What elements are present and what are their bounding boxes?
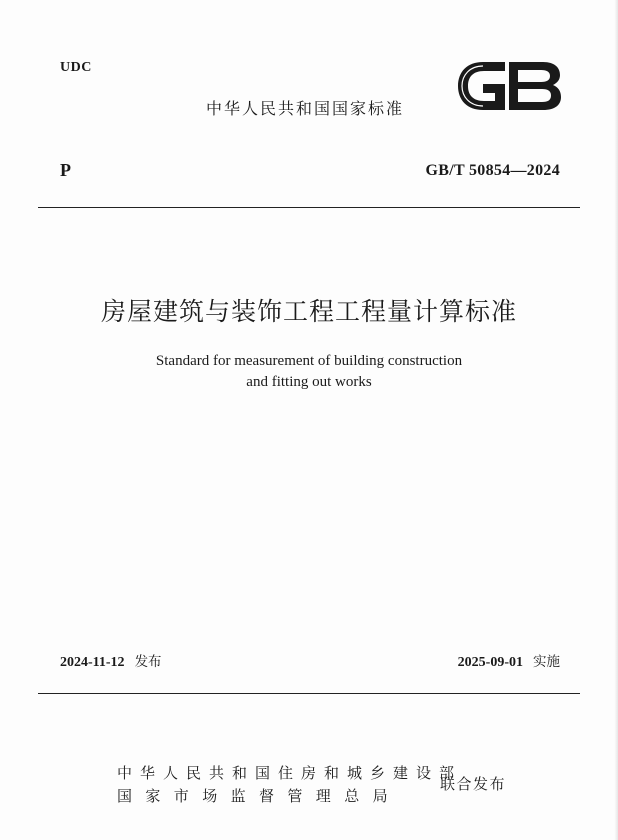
gb-logo-g	[458, 62, 505, 110]
issue-date: 2024-11-12	[60, 655, 125, 670]
issue-date-block	[60, 650, 162, 671]
title-english-line1: Standard for measurement of building construction	[155, 353, 463, 369]
issue-label: 发布	[134, 654, 162, 670]
gb-logo-b	[509, 62, 561, 110]
implement-label: 实施	[533, 654, 560, 670]
implement-date: 2025-09-01	[457, 655, 523, 670]
publisher-administration: 国家市场监督管理总局	[117, 787, 402, 805]
udc-label: UDC	[60, 60, 92, 75]
title-chinese: 房屋建筑与装饰工程工程量计算标准	[100, 297, 517, 326]
page-edge	[614, 0, 618, 840]
classification-code: P	[60, 160, 71, 180]
bottom-divider	[38, 693, 580, 694]
publisher-ministry: 中华人民共和国住房和城乡建设部	[117, 764, 463, 782]
national-standard-title: 中华人民共和国国家标准	[206, 99, 405, 118]
gb-logo	[455, 58, 563, 114]
title-english-line2: and fitting out works	[246, 374, 372, 390]
standard-number: GB/T 50854—2024	[425, 162, 560, 179]
title-english	[0, 351, 618, 393]
top-divider	[38, 207, 580, 208]
implement-date-block	[458, 650, 560, 671]
joint-issue-label: 联合发布	[440, 775, 507, 793]
